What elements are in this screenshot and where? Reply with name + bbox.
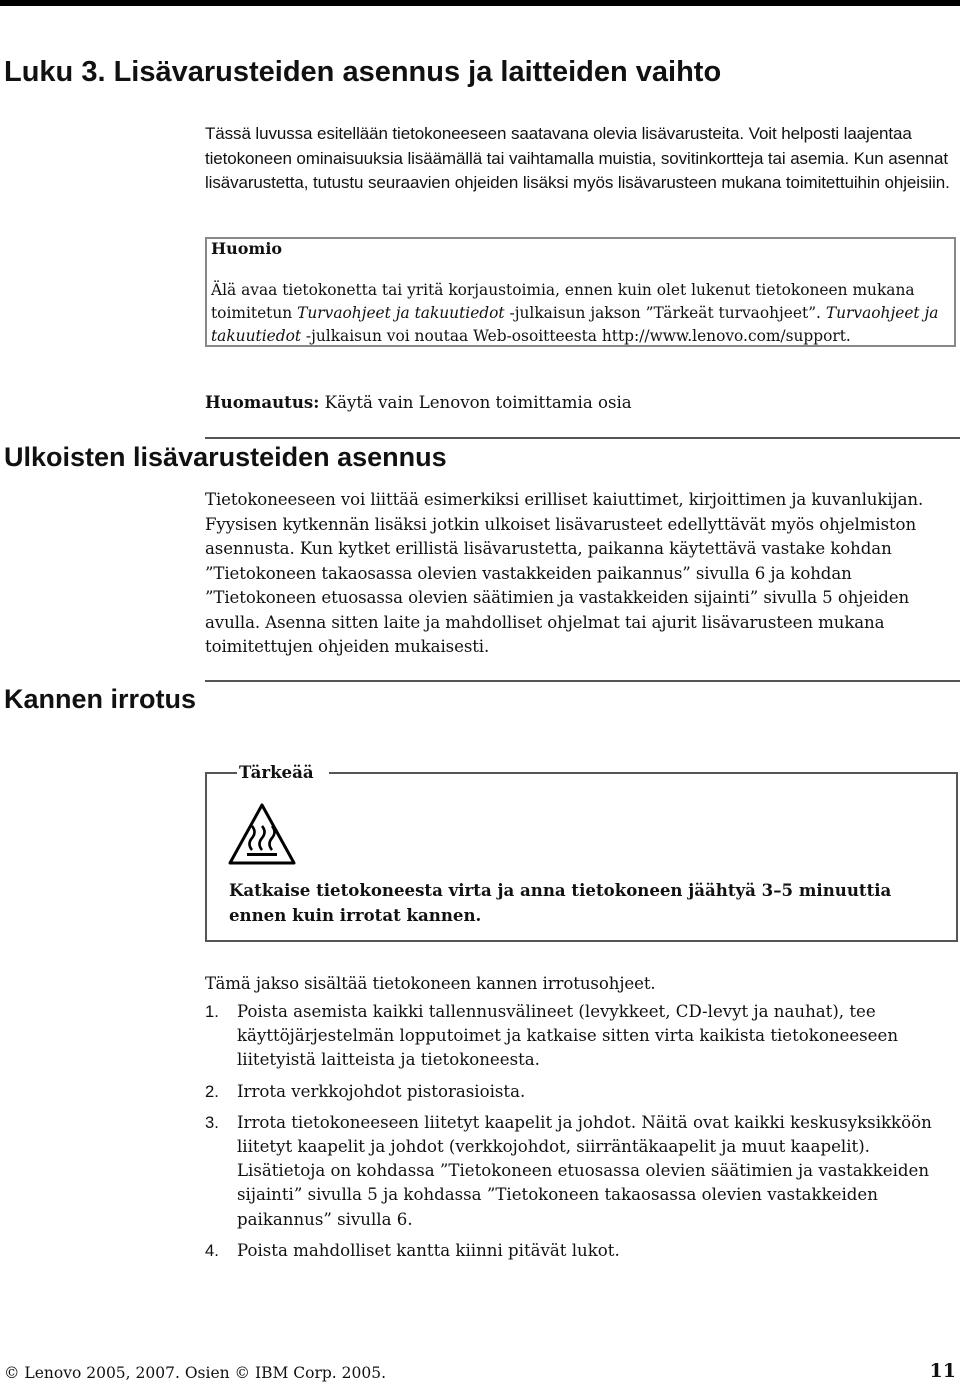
step-text: Irrota verkkojohdot pistorasioista. <box>237 1081 526 1101</box>
notice-italic-b: Turvaohjeet ja takuutiedot <box>211 304 939 345</box>
notice-italic-a: Turvaohjeet ja takuutiedot <box>297 304 505 322</box>
step-number: 1. <box>205 1002 219 1021</box>
footer-copyright: © Lenovo 2005, 2007. Osien © IBM Corp. 2005. <box>4 1364 387 1382</box>
note-text: Käytä vain Lenovon toimittamia osia <box>324 393 632 412</box>
notice-text <box>211 279 951 348</box>
hot-surface-icon <box>227 802 297 866</box>
step-number: 3. <box>205 1112 219 1132</box>
box-top-border-left <box>207 772 237 774</box>
intro-text: Tässä luvussa esitellään tietokoneeseen saatavana olevia lisävarusteita. Voit helposti laajentaa tietokoneen ominaisuuksia lisäämällä tai vaihtamalla muistia, sovitinkortteja tai asemia. Kun asennat lisävarustetta, tutustu seuraavien ohjeiden lisäksi myös lisävarusteen mukana toimitettuihin ohjeisiin. <box>205 124 950 192</box>
important-text: Katkaise tietokoneesta virta ja anna tietokoneen jäähtyä 3–5 minuuttia ennen kuin irrotat kannen. <box>229 880 892 925</box>
step-text: Poista mahdolliset kantta kiinni pitävät lukot. <box>237 1240 620 1260</box>
list-item <box>205 1080 950 1104</box>
list-item <box>205 1111 950 1232</box>
section-divider <box>205 437 960 439</box>
page-number: 11 <box>929 1360 956 1382</box>
important-box <box>205 762 958 942</box>
notice-text-a: Älä avaa tietokonetta tai yritä korjaustoimia, ennen kuin olet lukenut tietokoneen mukana toimitetun <box>211 281 915 322</box>
step-text: Poista asemista kaikki tallennusvälineet (levykkeet, CD-levyt ja nauhat), tee käyttöjärjestelmän lopputoimet ja katkaise sitten virta kaikista tietokoneeseen liitetyistä laitteista ja tietokoneesta. <box>237 1002 899 1070</box>
notice-text-b: -julkaisun jakson ”Tärkeät turvaohjeet”. <box>504 304 826 322</box>
top-rule <box>0 0 960 6</box>
note-line <box>205 392 632 412</box>
notice-title: Huomio <box>211 239 283 258</box>
box-top-border-right <box>329 772 956 774</box>
step-number: 4. <box>205 1240 219 1260</box>
steps-list <box>205 1000 950 1270</box>
list-item <box>205 1239 950 1263</box>
section-title-external: Ulkoisten lisävarusteiden asennus <box>4 442 447 472</box>
step-number: 2. <box>205 1081 219 1101</box>
notice-text-c: -julkaisun voi noutaa Web-osoitteesta http://www.lenovo.com/support. <box>301 327 851 345</box>
important-title: Tärkeää <box>239 762 314 782</box>
list-item <box>205 1000 950 1073</box>
notice-box <box>205 237 956 347</box>
intro-paragraph <box>205 122 950 196</box>
step-text: Irrota tietokoneeseen liitetyt kaapelit ja johdot. Näitä ovat kaikki keskusyksikköön liitetyt kaapelit ja johdot (verkkojohdot, siirräntäkaapelit ja muut kaapelit). Lisätietoja on kohdassa ”Tietokoneen etuosassa olevien säätimien ja vastakkeiden sijainti” sivulla 5 ja kohdassa ”Tietokoneen takaosassa olevien vastakkeiden paikannus” sivulla 6. <box>237 1112 932 1229</box>
chapter-title: Luku 3. Lisävarusteiden asennus ja laitteiden vaihto <box>4 56 722 88</box>
external-paragraph: Tietokoneeseen voi liittää esimerkiksi erilliset kaiuttimet, kirjoittimen ja kuvanlukijan. Fyysisen kytkennän lisäksi jotkin ulkoiset lisävarusteet edellyttävät myös ohjelmiston asennusta. Kun kytket erillistä lisävarustetta, paikanna käytettävä vastake kohdan ”Tietokoneen takaosassa olevien vastakkeiden paikannus” sivulla 6 ja kohdan ”Tietokoneen etuosassa olevien säätimien ja vastakkeiden sijainti” sivulla 5 ohjeiden avulla. Asenna sitten laite ja mahdolliset ohjelmat tai ajurit lisävarusteen mukana toimitettujen ohjeiden mukaisesti. <box>205 490 924 656</box>
section-title-cover: Kannen irrotus <box>4 684 197 714</box>
cover-intro: Tämä jakso sisältää tietokoneen kannen irrotusohjeet. <box>205 974 656 993</box>
note-label: Huomautus: <box>205 392 320 412</box>
section-divider <box>205 680 960 682</box>
